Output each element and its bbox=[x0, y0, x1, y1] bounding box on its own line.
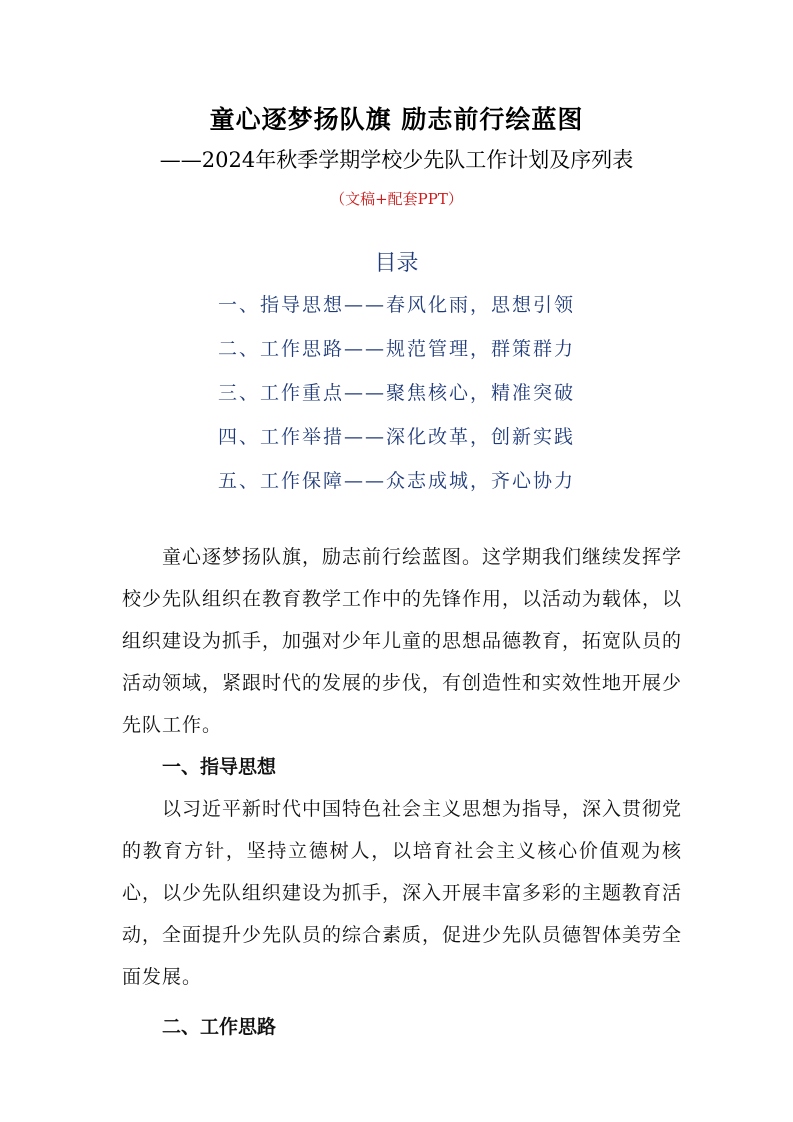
section-paragraph-guiding-ideology: 以习近平新时代中国特色社会主义思想为指导，深入贯彻党的教育方针，坚持立德树人，以培育社会主义核心价值观为核心，以少先队组织建设为抓手，深入开展丰富多彩的主题教育活动，全面提升少先队员的综合素质，促进少先队员德智体美劳全面发展。 bbox=[122, 798, 683, 988]
document-body bbox=[122, 536, 682, 1048]
toc-heading: 目录 bbox=[374, 251, 419, 276]
toc-item-work-approach[interactable]: 二、工作思路——规范管理，群策群力 bbox=[218, 338, 576, 360]
document-note: （文稿+配套PPT） bbox=[330, 190, 463, 208]
toc-item-guiding-ideology[interactable]: 一、指导思想——春风化雨，思想引领 bbox=[218, 294, 576, 316]
toc-item-work-measures[interactable]: 四、工作举措——深化改革，创新实践 bbox=[218, 426, 576, 448]
toc-item-work-focus[interactable]: 三、工作重点——聚焦核心，精准突破 bbox=[218, 382, 576, 404]
document-title: 童心逐梦扬队旗 励志前行绘蓝图 bbox=[209, 105, 584, 134]
toc-item-work-guarantee[interactable]: 五、工作保障——众志成城，齐心协力 bbox=[218, 470, 576, 492]
section-heading-guiding-ideology: 一、指导思想 bbox=[162, 756, 277, 778]
intro-paragraph: 童心逐梦扬队旗，励志前行绘蓝图。这学期我们继续发挥学校少先队组织在教育教学工作中的先锋作用，以活动为载体，以组织建设为抓手，加强对少年儿童的思想品德教育，拓宽队员的活动领域，紧跟时代的发展的步伐，有创造性和实效性地开展少先队工作。 bbox=[122, 546, 683, 736]
document-subtitle: ——2024年秋季学期学校少先队工作计划及序列表 bbox=[159, 148, 634, 172]
table-of-contents bbox=[218, 290, 575, 510]
section-heading-work-approach: 二、工作思路 bbox=[162, 1016, 277, 1038]
